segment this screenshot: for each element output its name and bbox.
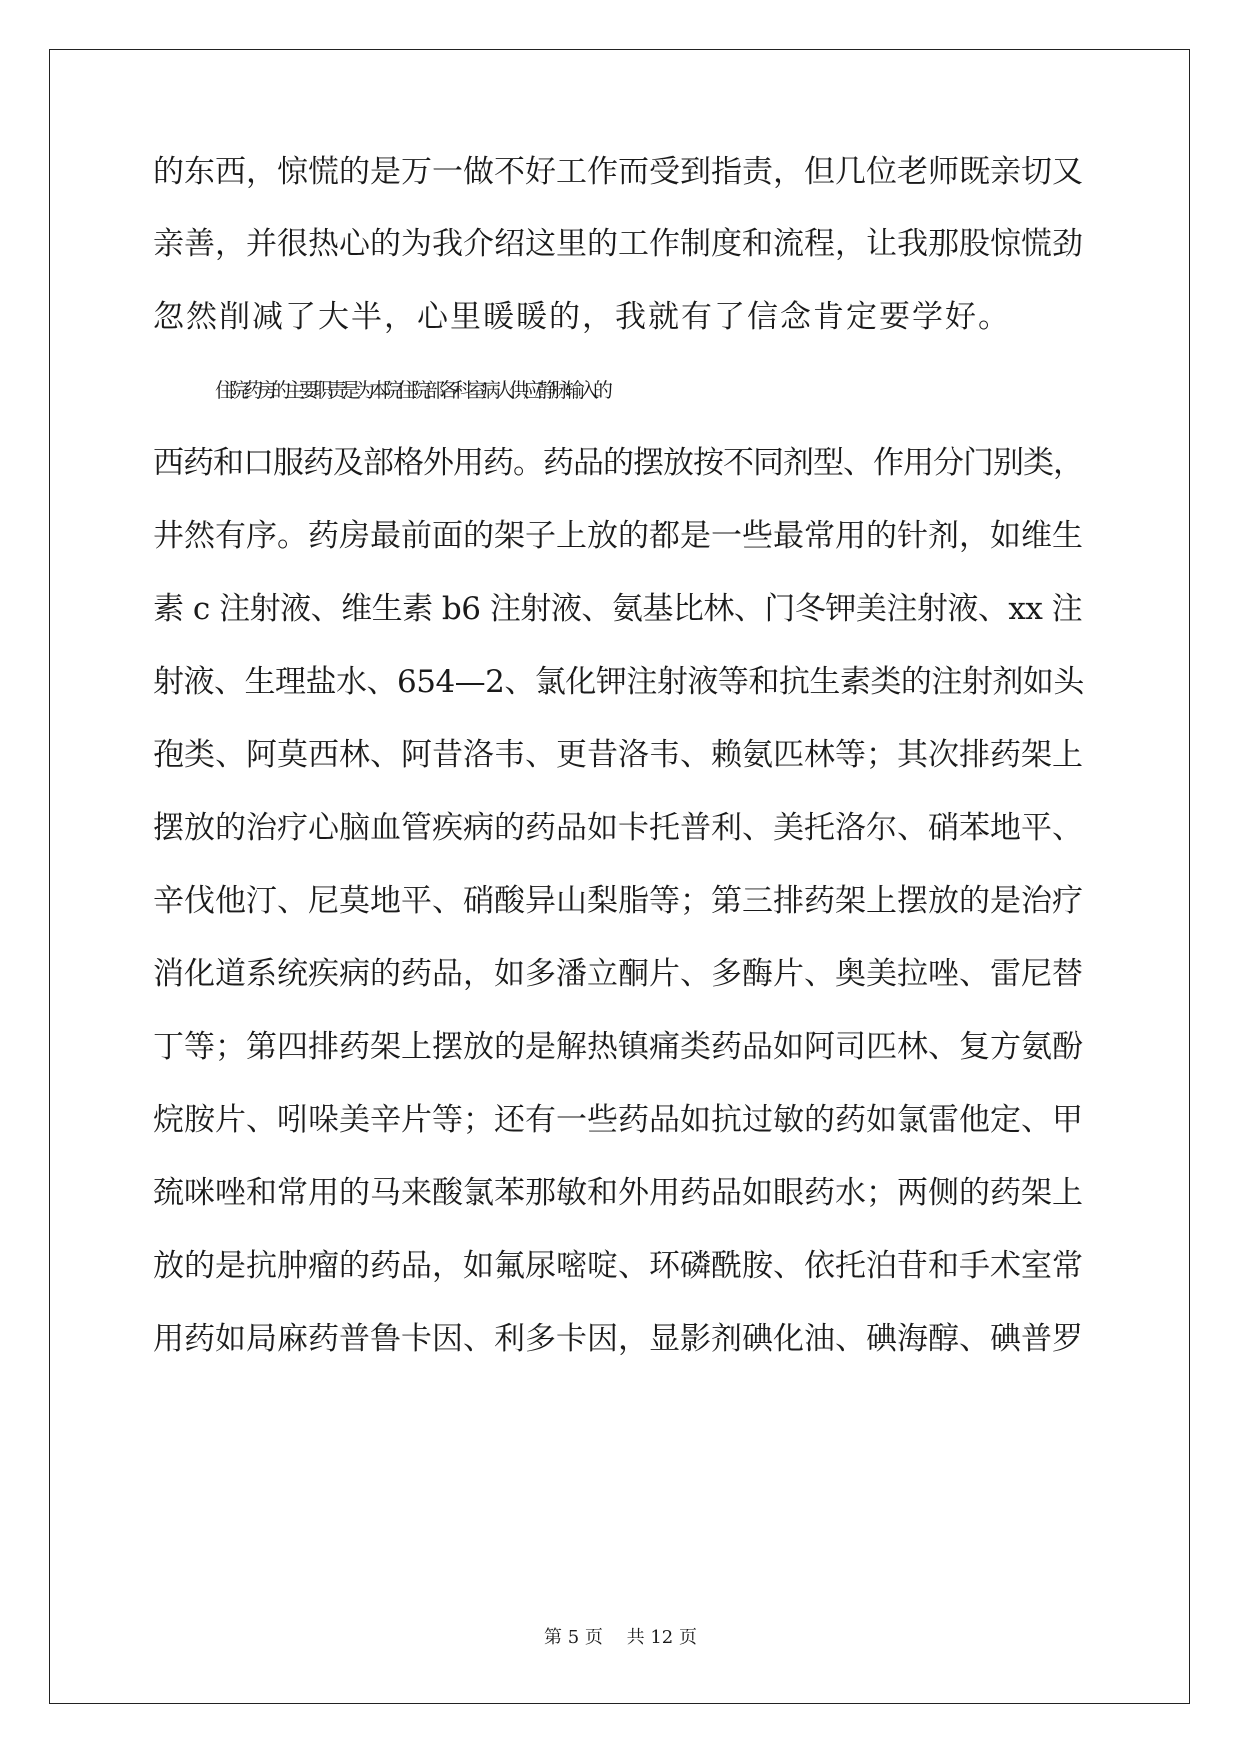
text-line: 忽然削减了大半，心里暖暖的，我就有了信念肯定要学好。	[153, 299, 1011, 335]
text-line: 素 c 注射液、维生素 b6 注射液、氨基比林、门冬钾美注射液、xx 注	[153, 591, 1083, 627]
page-number-footer: 第 5 页 共 12 页	[544, 1627, 697, 1648]
paragraph-first-line: 住院药房的主要职责是为本院住院部各科室病人供应静脉输入的	[215, 378, 607, 402]
text-line: 放的是抗肿瘤的药品，如氟尿嘧啶、环磷酰胺、依托泊苷和手术室常	[153, 1248, 1083, 1284]
text-line: 用药如局麻药普鲁卡因、利多卡因，显影剂碘化油、碘海醇、碘普罗	[153, 1321, 1083, 1357]
text-line: 的东西，惊慌的是万一做不好工作而受到指责，但几位老师既亲切又	[153, 154, 1083, 190]
text-line: 烷胺片、吲哚美辛片等；还有一些药品如抗过敏的药如氯雷他定、甲	[153, 1102, 1083, 1138]
text-line: 射液、生理盐水、654—2、氯化钾注射液等和抗生素类的注射剂如头	[153, 664, 1084, 700]
text-line: 摆放的治疗心脑血管疾病的药品如卡托普利、美托洛尔、硝苯地平、	[153, 810, 1083, 846]
text-line: 西药和口服药及部格外用药。药品的摆放按不同剂型、作用分门别类，	[153, 445, 1083, 481]
text-line: 井然有序。药房最前面的架子上放的都是一些最常用的针剂，如维生	[153, 518, 1083, 554]
text-line: 亲善，并很热心的为我介绍这里的工作制度和流程，让我那股惊慌劲	[153, 226, 1083, 262]
text-line: 辛伐他汀、尼莫地平、硝酸异山梨脂等；第三排药架上摆放的是治疗	[153, 883, 1083, 919]
text-line: 孢类、阿莫西林、阿昔洛韦、更昔洛韦、赖氨匹林等；其次排药架上	[153, 737, 1083, 773]
text-line: 丁等；第四排药架上摆放的是解热镇痛类药品如阿司匹林、复方氨酚	[153, 1029, 1083, 1065]
text-line: 消化道系统疾病的药品，如多潘立酮片、多酶片、奥美拉唑、雷尼替	[153, 956, 1083, 992]
text-line: 巯咪唑和常用的马来酸氯苯那敏和外用药品如眼药水；两侧的药架上	[153, 1175, 1083, 1211]
